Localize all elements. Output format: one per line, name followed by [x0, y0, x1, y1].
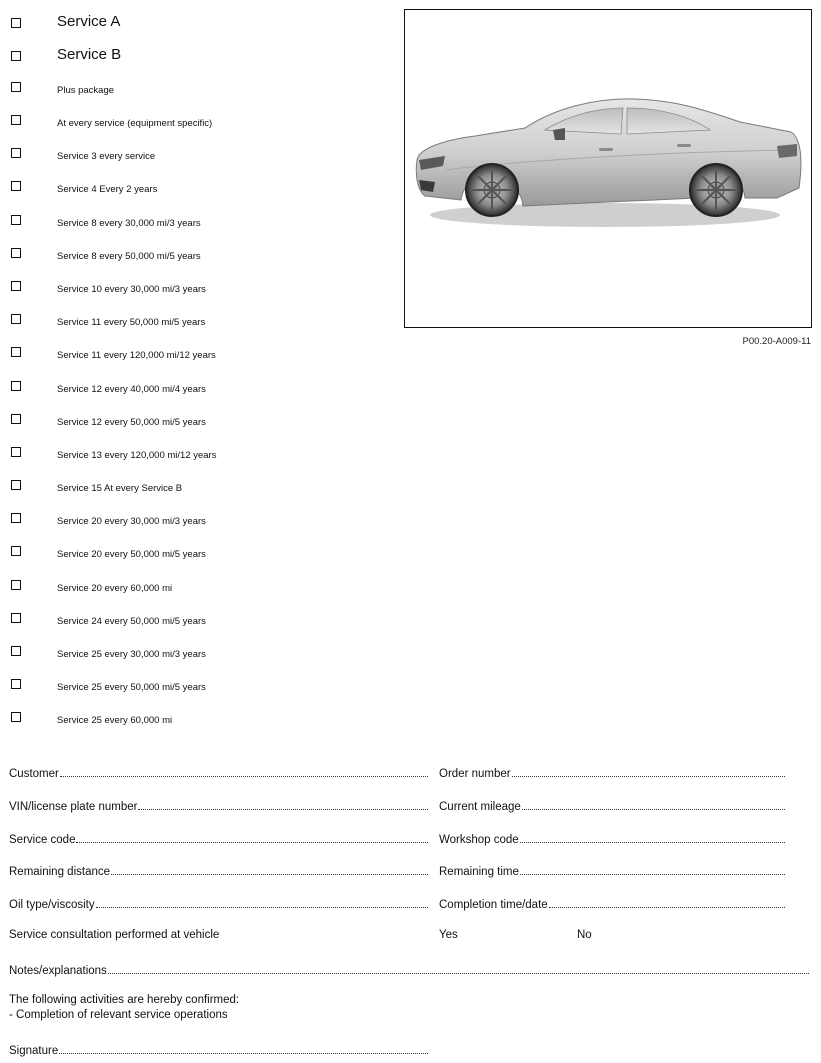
service-item: [0, 679, 390, 699]
service-label: Service 20 every 60,000 mi: [57, 583, 173, 594]
service-item: [0, 480, 390, 500]
service-checkbox[interactable]: [11, 513, 21, 523]
service-item: [0, 281, 390, 301]
service-checkbox[interactable]: [11, 646, 21, 656]
customer-field: [9, 764, 428, 780]
service-label: Plus package: [57, 85, 115, 96]
service-checkbox[interactable]: [11, 148, 21, 158]
order-number-label: Order number: [439, 768, 511, 780]
service-checkbox[interactable]: [11, 679, 21, 689]
service-label: Service 10 every 30,000 mi/3 years: [57, 284, 206, 295]
service-label: Service 11 every 120,000 mi/12 years: [57, 350, 216, 361]
notes-label: Notes/explanations: [9, 965, 107, 977]
service-checkbox[interactable]: [11, 580, 21, 590]
remaining-distance-input-line[interactable]: [111, 864, 428, 875]
service-code-field: [9, 830, 428, 846]
service-checkbox[interactable]: [11, 712, 21, 722]
remaining-time-input-line[interactable]: [520, 864, 785, 875]
service-checkbox[interactable]: [11, 613, 21, 623]
vin-input-line[interactable]: [138, 799, 428, 810]
current-mileage-field: [439, 797, 785, 813]
notes-input-line[interactable]: [108, 963, 809, 974]
service-checkbox[interactable]: [11, 115, 21, 125]
service-checkbox[interactable]: [11, 181, 21, 191]
service-label: Service 3 every service: [57, 151, 156, 162]
completion-field: [439, 895, 785, 911]
service-item: [0, 546, 390, 566]
service-label: Service B: [57, 46, 122, 63]
customer-label: Customer: [9, 768, 59, 780]
confirmation-heading: The following activities are hereby confirmed:: [9, 994, 240, 1006]
vin-field: [9, 797, 428, 813]
vehicle-figure: [404, 9, 812, 328]
service-item: [0, 248, 390, 268]
oil-type-field: [9, 895, 428, 911]
service-label: Service 20 every 50,000 mi/5 years: [57, 549, 206, 560]
customer-input-line[interactable]: [60, 766, 428, 777]
oil-type-label: Oil type/viscosity: [9, 899, 95, 911]
service-label: At every service (equipment specific): [57, 118, 213, 129]
service-item: [0, 447, 390, 467]
consultation-label: Service consultation performed at vehicle: [9, 929, 220, 941]
service-item: [0, 314, 390, 334]
service-item: [0, 10, 390, 30]
workshop-code-input-line[interactable]: [520, 832, 785, 843]
consultation-yes-option[interactable]: Yes: [439, 929, 458, 941]
service-label: Service 4 Every 2 years: [57, 184, 158, 195]
service-label: Service 11 every 50,000 mi/5 years: [57, 317, 206, 328]
service-label: Service 12 every 50,000 mi/5 years: [57, 417, 206, 428]
service-item: [0, 381, 390, 401]
vin-label: VIN/license plate number: [9, 801, 138, 813]
service-checkbox[interactable]: [11, 215, 21, 225]
signature-field: [9, 1041, 428, 1057]
service-label: Service 24 every 50,000 mi/5 years: [57, 616, 206, 627]
service-checkbox[interactable]: [11, 82, 21, 92]
signature-label: Signature: [9, 1045, 59, 1057]
service-item: [0, 82, 390, 102]
remaining-distance-label: Remaining distance: [9, 866, 111, 878]
remaining-time-field: [439, 862, 785, 878]
service-item: [0, 580, 390, 600]
service-item: [0, 347, 390, 367]
service-label: Service 25 every 50,000 mi/5 years: [57, 682, 206, 693]
service-code-label: Service code: [9, 834, 76, 846]
service-checkbox[interactable]: [11, 347, 21, 357]
workshop-code-label: Workshop code: [439, 834, 519, 846]
service-label: Service A: [57, 13, 121, 30]
service-label: Service 25 every 30,000 mi/3 years: [57, 649, 206, 660]
service-checkbox[interactable]: [11, 381, 21, 391]
notes-field: [9, 961, 809, 977]
service-item: [0, 215, 390, 235]
service-checkbox[interactable]: [11, 546, 21, 556]
service-code-input-line[interactable]: [76, 832, 428, 843]
service-label: Service 25 every 60,000 mi: [57, 715, 173, 726]
figure-reference: P00.20-A009-11: [742, 336, 811, 347]
completion-input-line[interactable]: [549, 897, 785, 908]
service-item: [0, 115, 390, 135]
current-mileage-input-line[interactable]: [522, 799, 785, 810]
service-item: [0, 181, 390, 201]
service-checkbox[interactable]: [11, 248, 21, 258]
service-checkbox[interactable]: [11, 447, 21, 457]
confirmation-item: - Completion of relevant service operations: [9, 1009, 228, 1021]
service-item: [0, 613, 390, 633]
service-label: Service 20 every 30,000 mi/3 years: [57, 516, 206, 527]
consultation-no-option[interactable]: No: [577, 929, 592, 941]
completion-label: Completion time/date: [439, 899, 548, 911]
service-item: [0, 43, 390, 63]
signature-input-line[interactable]: [59, 1043, 428, 1054]
service-item: [0, 513, 390, 533]
service-item: [0, 414, 390, 434]
service-item: [0, 712, 390, 732]
remaining-distance-field: [9, 862, 428, 878]
service-item: [0, 646, 390, 666]
service-label: Service 13 every 120,000 mi/12 years: [57, 450, 217, 461]
service-checkbox[interactable]: [11, 480, 21, 490]
service-label: Service 8 every 30,000 mi/3 years: [57, 218, 201, 229]
order-number-field: [439, 764, 785, 780]
remaining-time-label: Remaining time: [439, 866, 519, 878]
service-item: [0, 148, 390, 168]
current-mileage-label: Current mileage: [439, 801, 521, 813]
service-checkbox[interactable]: [11, 314, 21, 324]
service-label: Service 12 every 40,000 mi/4 years: [57, 384, 206, 395]
car-illustration: [405, 10, 811, 327]
service-label: Service 15 At every Service B: [57, 483, 183, 494]
workshop-code-field: [439, 830, 785, 846]
service-label: Service 8 every 50,000 mi/5 years: [57, 251, 201, 262]
service-checkbox[interactable]: [11, 281, 21, 291]
service-checkbox[interactable]: [11, 51, 21, 61]
oil-type-input-line[interactable]: [96, 897, 428, 908]
service-checkbox[interactable]: [11, 414, 21, 424]
service-checkbox[interactable]: [11, 18, 21, 28]
order-number-input-line[interactable]: [512, 766, 785, 777]
